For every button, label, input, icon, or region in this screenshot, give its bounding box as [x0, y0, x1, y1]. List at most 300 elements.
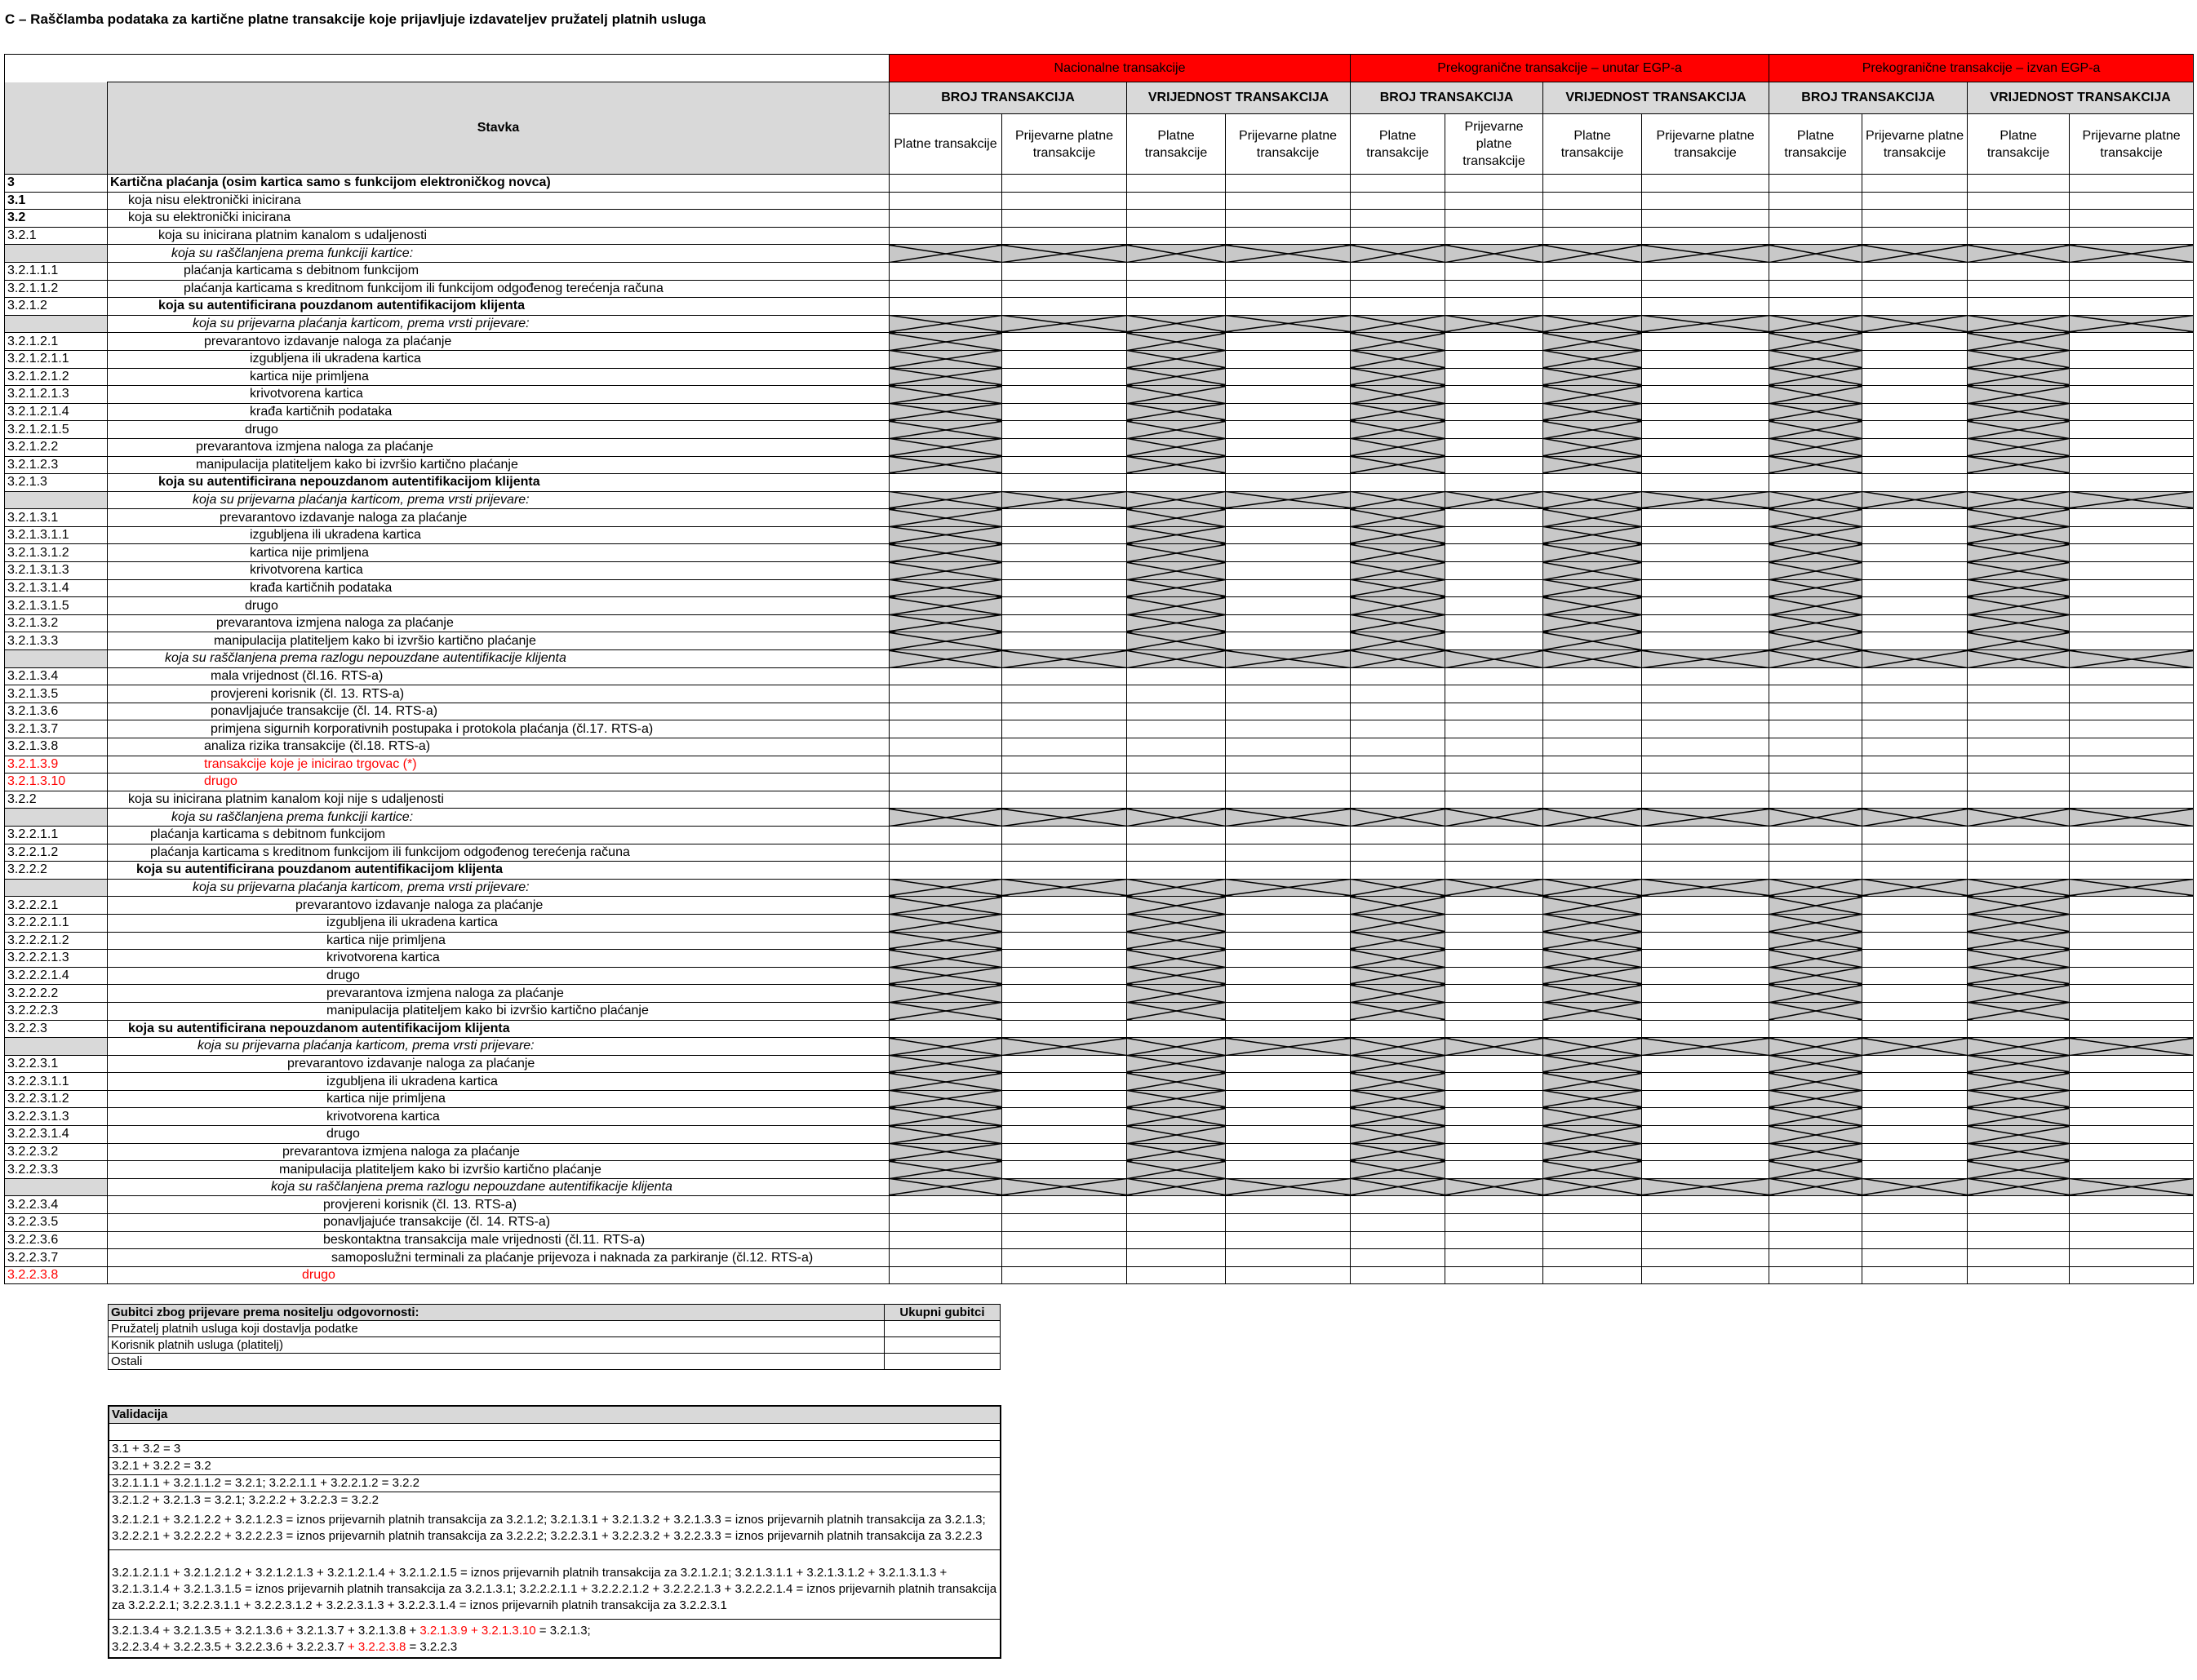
cell-fraud[interactable]: [1002, 333, 1127, 351]
cell-fraud[interactable]: [1642, 967, 1769, 985]
cell-fraud[interactable]: [1226, 262, 1351, 280]
cell-payments[interactable]: [890, 791, 1002, 809]
cell-payments[interactable]: [1351, 720, 1445, 738]
cell-fraud[interactable]: [1642, 456, 1769, 474]
cell-payments[interactable]: [1968, 298, 2070, 316]
cell-payments[interactable]: [890, 1249, 1002, 1267]
cell-payments[interactable]: [1127, 791, 1226, 809]
cell-fraud[interactable]: [1445, 1002, 1543, 1020]
cell-fraud[interactable]: [1226, 579, 1351, 597]
cell-payments[interactable]: [1769, 227, 1862, 245]
cell-payments[interactable]: [1127, 720, 1226, 738]
losses-row-value[interactable]: [885, 1321, 1001, 1337]
cell-payments[interactable]: [1769, 1020, 1862, 1038]
cell-fraud[interactable]: [1445, 579, 1543, 597]
cell-payments[interactable]: [1543, 262, 1642, 280]
cell-fraud[interactable]: [1642, 932, 1769, 950]
cell-payments[interactable]: [1351, 685, 1445, 703]
cell-fraud[interactable]: [1862, 1161, 1968, 1179]
cell-payments[interactable]: [1769, 192, 1862, 210]
cell-fraud[interactable]: [1002, 967, 1127, 985]
cell-payments[interactable]: [890, 826, 1002, 844]
cell-fraud[interactable]: [1002, 1231, 1127, 1249]
cell-fraud[interactable]: [1002, 1002, 1127, 1020]
cell-fraud[interactable]: [1862, 333, 1968, 351]
cell-payments[interactable]: [1543, 667, 1642, 685]
cell-fraud[interactable]: [1002, 456, 1127, 474]
cell-fraud[interactable]: [2070, 738, 2194, 756]
cell-fraud[interactable]: [1002, 280, 1127, 298]
cell-payments[interactable]: [1351, 1196, 1445, 1214]
cell-payments[interactable]: [1769, 774, 1862, 791]
cell-fraud[interactable]: [1642, 597, 1769, 615]
cell-fraud[interactable]: [1226, 774, 1351, 791]
cell-fraud[interactable]: [1445, 826, 1543, 844]
cell-fraud[interactable]: [1445, 1196, 1543, 1214]
cell-fraud[interactable]: [2070, 774, 2194, 791]
cell-payments[interactable]: [1968, 1196, 2070, 1214]
cell-fraud[interactable]: [1002, 438, 1127, 456]
cell-fraud[interactable]: [1862, 791, 1968, 809]
cell-payments[interactable]: [1543, 703, 1642, 720]
cell-fraud[interactable]: [1226, 791, 1351, 809]
cell-fraud[interactable]: [1642, 526, 1769, 544]
cell-fraud[interactable]: [1862, 738, 1968, 756]
cell-payments[interactable]: [1543, 298, 1642, 316]
cell-fraud[interactable]: [1226, 368, 1351, 386]
cell-fraud[interactable]: [1862, 914, 1968, 932]
cell-fraud[interactable]: [1002, 1249, 1127, 1267]
cell-fraud[interactable]: [1642, 1249, 1769, 1267]
cell-payments[interactable]: [1968, 175, 2070, 193]
cell-fraud[interactable]: [1642, 579, 1769, 597]
cell-fraud[interactable]: [1445, 1108, 1543, 1126]
cell-fraud[interactable]: [2070, 632, 2194, 650]
cell-fraud[interactable]: [2070, 667, 2194, 685]
cell-payments[interactable]: [890, 774, 1002, 791]
losses-row-value[interactable]: [885, 1354, 1001, 1370]
cell-fraud[interactable]: [2070, 703, 2194, 720]
cell-fraud[interactable]: [1226, 227, 1351, 245]
cell-fraud[interactable]: [1445, 544, 1543, 562]
cell-fraud[interactable]: [1862, 703, 1968, 720]
cell-fraud[interactable]: [1002, 298, 1127, 316]
cell-fraud[interactable]: [1862, 474, 1968, 492]
cell-fraud[interactable]: [1445, 967, 1543, 985]
cell-fraud[interactable]: [2070, 298, 2194, 316]
cell-fraud[interactable]: [1862, 950, 1968, 968]
cell-fraud[interactable]: [1642, 738, 1769, 756]
cell-fraud[interactable]: [1226, 685, 1351, 703]
cell-fraud[interactable]: [1002, 350, 1127, 368]
cell-fraud[interactable]: [1002, 932, 1127, 950]
cell-fraud[interactable]: [1445, 350, 1543, 368]
cell-fraud[interactable]: [1642, 1126, 1769, 1144]
cell-fraud[interactable]: [1862, 897, 1968, 915]
cell-fraud[interactable]: [1642, 474, 1769, 492]
cell-fraud[interactable]: [2070, 844, 2194, 862]
cell-payments[interactable]: [1968, 1214, 2070, 1232]
cell-fraud[interactable]: [1642, 1108, 1769, 1126]
cell-fraud[interactable]: [2070, 474, 2194, 492]
cell-fraud[interactable]: [1002, 985, 1127, 1003]
cell-payments[interactable]: [1127, 844, 1226, 862]
cell-payments[interactable]: [1968, 685, 2070, 703]
cell-fraud[interactable]: [1226, 632, 1351, 650]
cell-fraud[interactable]: [1642, 1143, 1769, 1161]
cell-payments[interactable]: [1968, 1231, 2070, 1249]
cell-fraud[interactable]: [1226, 1143, 1351, 1161]
cell-payments[interactable]: [1968, 826, 2070, 844]
cell-fraud[interactable]: [1445, 526, 1543, 544]
cell-fraud[interactable]: [2070, 403, 2194, 421]
cell-fraud[interactable]: [2070, 192, 2194, 210]
cell-fraud[interactable]: [1445, 720, 1543, 738]
cell-fraud[interactable]: [1002, 738, 1127, 756]
cell-payments[interactable]: [890, 192, 1002, 210]
cell-payments[interactable]: [1351, 262, 1445, 280]
cell-fraud[interactable]: [1862, 262, 1968, 280]
cell-fraud[interactable]: [1642, 1020, 1769, 1038]
cell-payments[interactable]: [1127, 280, 1226, 298]
cell-payments[interactable]: [890, 1214, 1002, 1232]
cell-fraud[interactable]: [2070, 1266, 2194, 1284]
cell-fraud[interactable]: [1862, 667, 1968, 685]
cell-fraud[interactable]: [1642, 562, 1769, 580]
cell-payments[interactable]: [1543, 720, 1642, 738]
cell-payments[interactable]: [1351, 175, 1445, 193]
cell-payments[interactable]: [1127, 1266, 1226, 1284]
cell-fraud[interactable]: [1445, 1231, 1543, 1249]
cell-fraud[interactable]: [2070, 1143, 2194, 1161]
cell-fraud[interactable]: [1862, 227, 1968, 245]
cell-fraud[interactable]: [2070, 614, 2194, 632]
cell-payments[interactable]: [890, 685, 1002, 703]
cell-fraud[interactable]: [2070, 562, 2194, 580]
cell-fraud[interactable]: [1862, 862, 1968, 880]
cell-fraud[interactable]: [1642, 175, 1769, 193]
cell-payments[interactable]: [1127, 1196, 1226, 1214]
cell-payments[interactable]: [1127, 756, 1226, 774]
cell-payments[interactable]: [1769, 1196, 1862, 1214]
cell-fraud[interactable]: [2070, 932, 2194, 950]
cell-fraud[interactable]: [1862, 210, 1968, 228]
cell-fraud[interactable]: [2070, 685, 2194, 703]
cell-payments[interactable]: [890, 844, 1002, 862]
cell-fraud[interactable]: [1002, 1126, 1127, 1144]
cell-payments[interactable]: [1127, 1249, 1226, 1267]
cell-payments[interactable]: [1769, 1214, 1862, 1232]
cell-fraud[interactable]: [1445, 950, 1543, 968]
cell-fraud[interactable]: [1002, 1214, 1127, 1232]
cell-payments[interactable]: [1968, 1266, 2070, 1284]
cell-fraud[interactable]: [1226, 1196, 1351, 1214]
cell-fraud[interactable]: [1002, 368, 1127, 386]
cell-payments[interactable]: [1127, 1020, 1226, 1038]
cell-payments[interactable]: [1769, 175, 1862, 193]
cell-payments[interactable]: [1769, 844, 1862, 862]
cell-fraud[interactable]: [1445, 1090, 1543, 1108]
cell-payments[interactable]: [1543, 791, 1642, 809]
cell-fraud[interactable]: [2070, 421, 2194, 439]
cell-fraud[interactable]: [1862, 1108, 1968, 1126]
cell-payments[interactable]: [1968, 774, 2070, 791]
cell-fraud[interactable]: [1226, 1002, 1351, 1020]
cell-payments[interactable]: [1127, 774, 1226, 791]
cell-payments[interactable]: [1968, 262, 2070, 280]
cell-fraud[interactable]: [2070, 720, 2194, 738]
cell-payments[interactable]: [1351, 210, 1445, 228]
cell-fraud[interactable]: [1642, 350, 1769, 368]
cell-payments[interactable]: [890, 474, 1002, 492]
cell-payments[interactable]: [1127, 685, 1226, 703]
cell-fraud[interactable]: [1445, 1143, 1543, 1161]
cell-fraud[interactable]: [1642, 210, 1769, 228]
cell-fraud[interactable]: [1642, 914, 1769, 932]
cell-payments[interactable]: [1543, 1214, 1642, 1232]
cell-fraud[interactable]: [1862, 844, 1968, 862]
cell-payments[interactable]: [1769, 1231, 1862, 1249]
cell-fraud[interactable]: [1002, 474, 1127, 492]
cell-fraud[interactable]: [1226, 1090, 1351, 1108]
cell-payments[interactable]: [890, 667, 1002, 685]
cell-fraud[interactable]: [1445, 914, 1543, 932]
cell-fraud[interactable]: [1445, 280, 1543, 298]
cell-payments[interactable]: [1769, 1249, 1862, 1267]
cell-fraud[interactable]: [1226, 914, 1351, 932]
cell-fraud[interactable]: [1445, 614, 1543, 632]
cell-payments[interactable]: [1968, 1020, 2070, 1038]
cell-fraud[interactable]: [1226, 1126, 1351, 1144]
cell-fraud[interactable]: [1642, 844, 1769, 862]
cell-fraud[interactable]: [1862, 526, 1968, 544]
cell-fraud[interactable]: [1002, 1090, 1127, 1108]
cell-fraud[interactable]: [1226, 1214, 1351, 1232]
cell-fraud[interactable]: [1445, 1073, 1543, 1091]
cell-fraud[interactable]: [1862, 1020, 1968, 1038]
cell-fraud[interactable]: [1642, 950, 1769, 968]
cell-fraud[interactable]: [1226, 509, 1351, 527]
cell-fraud[interactable]: [1226, 667, 1351, 685]
cell-payments[interactable]: [1351, 844, 1445, 862]
cell-fraud[interactable]: [1226, 403, 1351, 421]
cell-fraud[interactable]: [1445, 1161, 1543, 1179]
cell-fraud[interactable]: [1445, 298, 1543, 316]
cell-payments[interactable]: [1769, 756, 1862, 774]
cell-payments[interactable]: [1127, 175, 1226, 193]
cell-fraud[interactable]: [1862, 403, 1968, 421]
cell-fraud[interactable]: [1862, 720, 1968, 738]
cell-payments[interactable]: [1968, 474, 2070, 492]
cell-fraud[interactable]: [2070, 967, 2194, 985]
cell-fraud[interactable]: [1226, 1073, 1351, 1091]
cell-payments[interactable]: [1127, 667, 1226, 685]
cell-fraud[interactable]: [1226, 1055, 1351, 1073]
cell-fraud[interactable]: [1226, 280, 1351, 298]
cell-fraud[interactable]: [1862, 368, 1968, 386]
cell-payments[interactable]: [1543, 1266, 1642, 1284]
cell-payments[interactable]: [890, 738, 1002, 756]
cell-payments[interactable]: [890, 1196, 1002, 1214]
cell-payments[interactable]: [1968, 791, 2070, 809]
cell-fraud[interactable]: [2070, 438, 2194, 456]
cell-fraud[interactable]: [1002, 791, 1127, 809]
cell-payments[interactable]: [890, 1231, 1002, 1249]
cell-payments[interactable]: [890, 703, 1002, 720]
cell-fraud[interactable]: [1226, 1266, 1351, 1284]
cell-payments[interactable]: [1127, 262, 1226, 280]
cell-fraud[interactable]: [1226, 526, 1351, 544]
cell-fraud[interactable]: [1002, 774, 1127, 791]
cell-fraud[interactable]: [2070, 1073, 2194, 1091]
cell-payments[interactable]: [1968, 210, 2070, 228]
cell-fraud[interactable]: [1002, 667, 1127, 685]
cell-fraud[interactable]: [1642, 632, 1769, 650]
cell-payments[interactable]: [1543, 1020, 1642, 1038]
cell-fraud[interactable]: [1445, 421, 1543, 439]
cell-payments[interactable]: [1543, 774, 1642, 791]
cell-fraud[interactable]: [1002, 579, 1127, 597]
cell-fraud[interactable]: [1642, 720, 1769, 738]
cell-payments[interactable]: [1127, 210, 1226, 228]
cell-fraud[interactable]: [1445, 333, 1543, 351]
cell-fraud[interactable]: [1226, 738, 1351, 756]
cell-payments[interactable]: [1127, 826, 1226, 844]
cell-fraud[interactable]: [2070, 1020, 2194, 1038]
cell-fraud[interactable]: [1002, 1020, 1127, 1038]
cell-payments[interactable]: [1543, 1231, 1642, 1249]
cell-payments[interactable]: [1127, 1231, 1226, 1249]
cell-payments[interactable]: [1351, 192, 1445, 210]
cell-fraud[interactable]: [1002, 862, 1127, 880]
cell-fraud[interactable]: [1862, 192, 1968, 210]
cell-payments[interactable]: [1769, 862, 1862, 880]
cell-fraud[interactable]: [2070, 897, 2194, 915]
cell-fraud[interactable]: [1862, 756, 1968, 774]
cell-payments[interactable]: [1769, 703, 1862, 720]
cell-fraud[interactable]: [1862, 1266, 1968, 1284]
cell-fraud[interactable]: [1862, 1231, 1968, 1249]
cell-payments[interactable]: [890, 175, 1002, 193]
cell-fraud[interactable]: [1642, 403, 1769, 421]
cell-fraud[interactable]: [1445, 456, 1543, 474]
cell-fraud[interactable]: [1862, 386, 1968, 404]
cell-fraud[interactable]: [1862, 175, 1968, 193]
cell-fraud[interactable]: [1862, 1002, 1968, 1020]
cell-payments[interactable]: [1351, 862, 1445, 880]
cell-fraud[interactable]: [2070, 914, 2194, 932]
cell-fraud[interactable]: [1226, 1020, 1351, 1038]
cell-fraud[interactable]: [1002, 1161, 1127, 1179]
cell-fraud[interactable]: [1226, 950, 1351, 968]
cell-fraud[interactable]: [1642, 438, 1769, 456]
cell-fraud[interactable]: [1002, 421, 1127, 439]
cell-payments[interactable]: [1351, 667, 1445, 685]
cell-payments[interactable]: [890, 1266, 1002, 1284]
cell-fraud[interactable]: [1445, 667, 1543, 685]
cell-fraud[interactable]: [1002, 1073, 1127, 1091]
cell-payments[interactable]: [1351, 738, 1445, 756]
cell-fraud[interactable]: [2070, 1196, 2194, 1214]
cell-fraud[interactable]: [1862, 985, 1968, 1003]
cell-fraud[interactable]: [1642, 897, 1769, 915]
cell-fraud[interactable]: [1226, 703, 1351, 720]
cell-fraud[interactable]: [1642, 774, 1769, 791]
cell-payments[interactable]: [1127, 298, 1226, 316]
cell-fraud[interactable]: [1445, 403, 1543, 421]
cell-fraud[interactable]: [2070, 368, 2194, 386]
cell-fraud[interactable]: [1226, 386, 1351, 404]
cell-fraud[interactable]: [1862, 1073, 1968, 1091]
cell-payments[interactable]: [1968, 280, 2070, 298]
cell-fraud[interactable]: [1226, 720, 1351, 738]
cell-fraud[interactable]: [1445, 175, 1543, 193]
cell-fraud[interactable]: [1445, 1126, 1543, 1144]
cell-payments[interactable]: [1127, 862, 1226, 880]
cell-fraud[interactable]: [2070, 1055, 2194, 1073]
cell-fraud[interactable]: [1862, 614, 1968, 632]
cell-fraud[interactable]: [1862, 932, 1968, 950]
cell-fraud[interactable]: [1445, 738, 1543, 756]
cell-fraud[interactable]: [1226, 985, 1351, 1003]
cell-fraud[interactable]: [1862, 632, 1968, 650]
cell-fraud[interactable]: [1226, 1249, 1351, 1267]
cell-payments[interactable]: [890, 298, 1002, 316]
cell-fraud[interactable]: [2070, 1214, 2194, 1232]
cell-fraud[interactable]: [1862, 685, 1968, 703]
cell-fraud[interactable]: [1862, 421, 1968, 439]
cell-fraud[interactable]: [1445, 262, 1543, 280]
cell-payments[interactable]: [1769, 685, 1862, 703]
cell-fraud[interactable]: [1226, 421, 1351, 439]
cell-payments[interactable]: [1543, 474, 1642, 492]
cell-payments[interactable]: [1351, 703, 1445, 720]
cell-fraud[interactable]: [2070, 210, 2194, 228]
cell-payments[interactable]: [890, 210, 1002, 228]
cell-fraud[interactable]: [1226, 932, 1351, 950]
cell-fraud[interactable]: [1002, 1266, 1127, 1284]
cell-fraud[interactable]: [1002, 192, 1127, 210]
cell-fraud[interactable]: [1862, 562, 1968, 580]
cell-payments[interactable]: [890, 1020, 1002, 1038]
cell-fraud[interactable]: [1226, 614, 1351, 632]
cell-fraud[interactable]: [1862, 1249, 1968, 1267]
cell-fraud[interactable]: [2070, 1231, 2194, 1249]
cell-fraud[interactable]: [1226, 597, 1351, 615]
cell-fraud[interactable]: [1445, 509, 1543, 527]
cell-payments[interactable]: [1351, 791, 1445, 809]
cell-fraud[interactable]: [1445, 1020, 1543, 1038]
cell-fraud[interactable]: [1862, 280, 1968, 298]
cell-fraud[interactable]: [1862, 967, 1968, 985]
cell-payments[interactable]: [1769, 667, 1862, 685]
cell-payments[interactable]: [1127, 227, 1226, 245]
cell-fraud[interactable]: [2070, 597, 2194, 615]
cell-fraud[interactable]: [1862, 774, 1968, 791]
cell-payments[interactable]: [1351, 756, 1445, 774]
cell-payments[interactable]: [1127, 1214, 1226, 1232]
cell-fraud[interactable]: [1862, 1196, 1968, 1214]
cell-fraud[interactable]: [1226, 1231, 1351, 1249]
cell-fraud[interactable]: [1002, 403, 1127, 421]
cell-fraud[interactable]: [2070, 280, 2194, 298]
cell-payments[interactable]: [1769, 791, 1862, 809]
cell-fraud[interactable]: [1002, 544, 1127, 562]
cell-payments[interactable]: [1351, 826, 1445, 844]
cell-fraud[interactable]: [2070, 262, 2194, 280]
cell-fraud[interactable]: [1002, 1143, 1127, 1161]
cell-payments[interactable]: [1351, 774, 1445, 791]
